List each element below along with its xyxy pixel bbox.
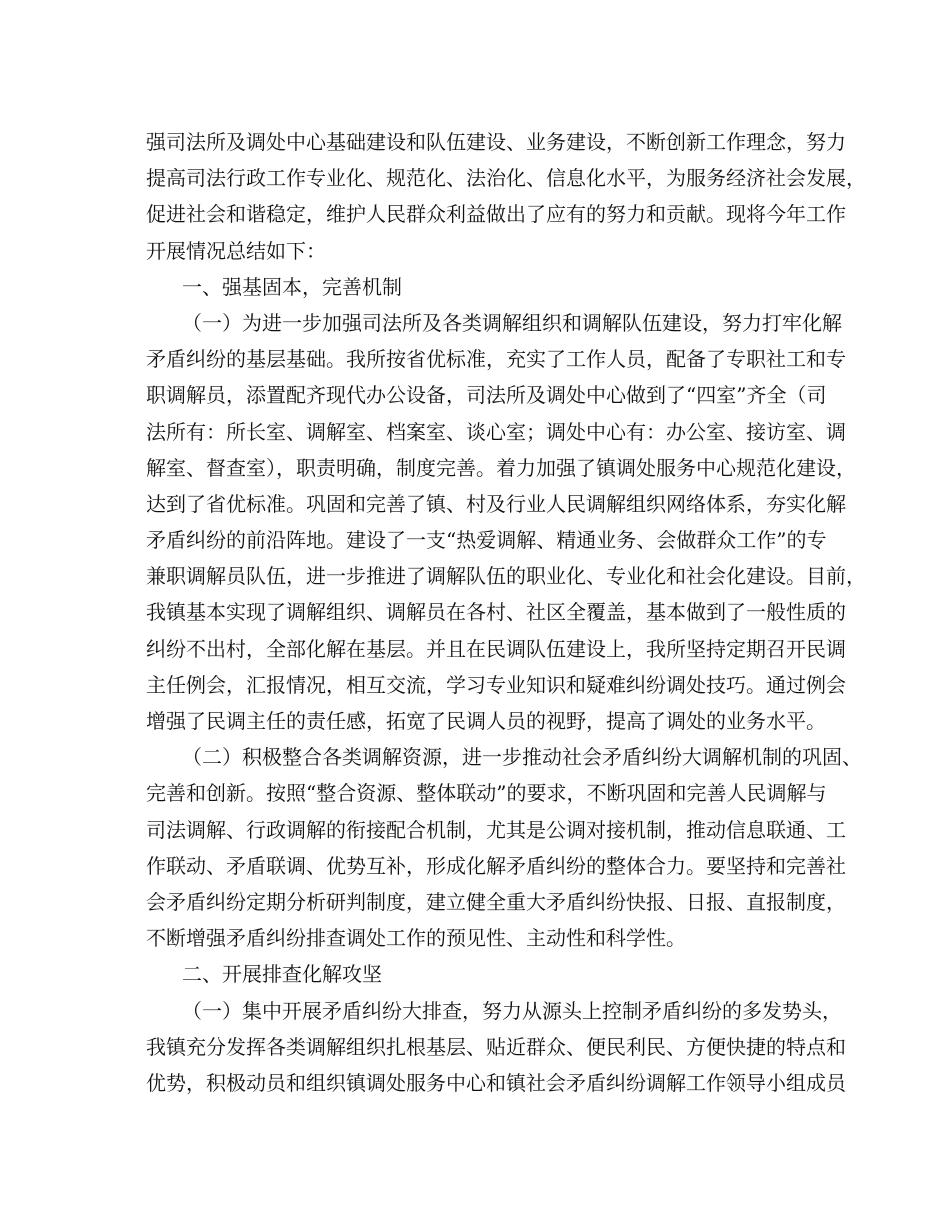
text-line: 不断增强矛盾纠纷排查调处工作的预见性、主动性和科学性。 <box>146 926 686 951</box>
text-line: 促进社会和谐稳定，维护人民群众利益做出了应有的努力和贡献。现将今年工作 <box>146 202 846 227</box>
document-body <box>146 124 866 1101</box>
text-line: 二、开展排查化解攻坚 <box>182 962 382 987</box>
text-line: 一、强基固本，完善机制 <box>182 274 402 299</box>
text-line: 强司法所及调处中心基础建设和队伍建设、业务建设，不断创新工作理念，努力 <box>146 130 846 154</box>
text-line: （二）积极整合各类调解资源，进一步推动社会矛盾纠纷大调解机制的巩固、 <box>182 745 862 770</box>
text-line: 优势，积极动员和组织镇调处服务中心和镇社会矛盾纠纷调解工作领导小组成员 <box>146 1070 846 1095</box>
text-line: 增强了民调主任的责任感，拓宽了民调人员的视野，提高了调处的业务水平。 <box>146 709 826 733</box>
text-line: 司法调解、行政调解的衔接配合机制，尤其是公调对接机制，推动信息联通、工 <box>146 817 846 842</box>
text-line: 兼职调解员队伍，进一步推进了调解队伍的职业化、专业化和社会化建设。目前， <box>146 564 866 589</box>
text-line: 解室、督查室），职责明确，制度完善。着力加强了镇调处服务中心规范化建设， <box>146 455 856 480</box>
text-line: 主任例会，汇报情况，相互交流，学习专业知识和疑难纠纷调处技巧。通过例会 <box>146 672 846 697</box>
text-line: 作联动、矛盾联调、优势互补，形成化解矛盾纠纷的整体合力。要坚持和完善社 <box>146 853 846 878</box>
text-line: 矛盾纠纷的前沿阵地。建设了一支“热爱调解、精通业务、会做群众工作”的专 <box>146 528 827 553</box>
text-line: （一）为进一步加强司法所及各类调解组织和调解队伍建设，努力打牢化解 <box>182 310 842 335</box>
text-line: 我镇基本实现了调解组织、调解员在各村、社区全覆盖，基本做到了一般性质的 <box>146 600 846 625</box>
text-line: 职调解员，添置配齐现代办公设备，司法所及调处中心做到了“四室”齐全（司 <box>146 383 827 408</box>
text-line: 矛盾纠纷的基层基础。我所按省优标准，充实了工作人员，配备了专职社工和专 <box>146 347 846 372</box>
text-line: 完善和创新。按照“整合资源、整体联动”的要求，不断巩固和完善人民调解与 <box>146 781 827 806</box>
text-line: 法所有：所长室、调解室、档案室、谈心室；调处中心有：办公室、接访室、调 <box>146 419 846 444</box>
text-line: 开展情况总结如下： <box>146 238 326 263</box>
text-line: 纠纷不出村，全部化解在基层。并且在民调队伍建设上，我所坚持定期召开民调 <box>146 636 846 661</box>
text-line: 我镇充分发挥各类调解组织扎根基层、贴近群众、便民利民、方便快捷的特点和 <box>146 1034 846 1059</box>
text-line: 提高司法行政工作专业化、规范化、法治化、信息化水平，为服务经济社会发展， <box>146 166 866 191</box>
text-line: 会矛盾纠纷定期分析研判制度，建立健全重大矛盾纠纷快报、日报、直报制度， <box>146 889 846 914</box>
text-line: 达到了省优标准。巩固和完善了镇、村及行业人民调解组织网络体系，夯实化解 <box>146 491 846 516</box>
text-line: （一）集中开展矛盾纠纷大排查，努力从源头上控制矛盾纠纷的多发势头， <box>182 998 842 1023</box>
